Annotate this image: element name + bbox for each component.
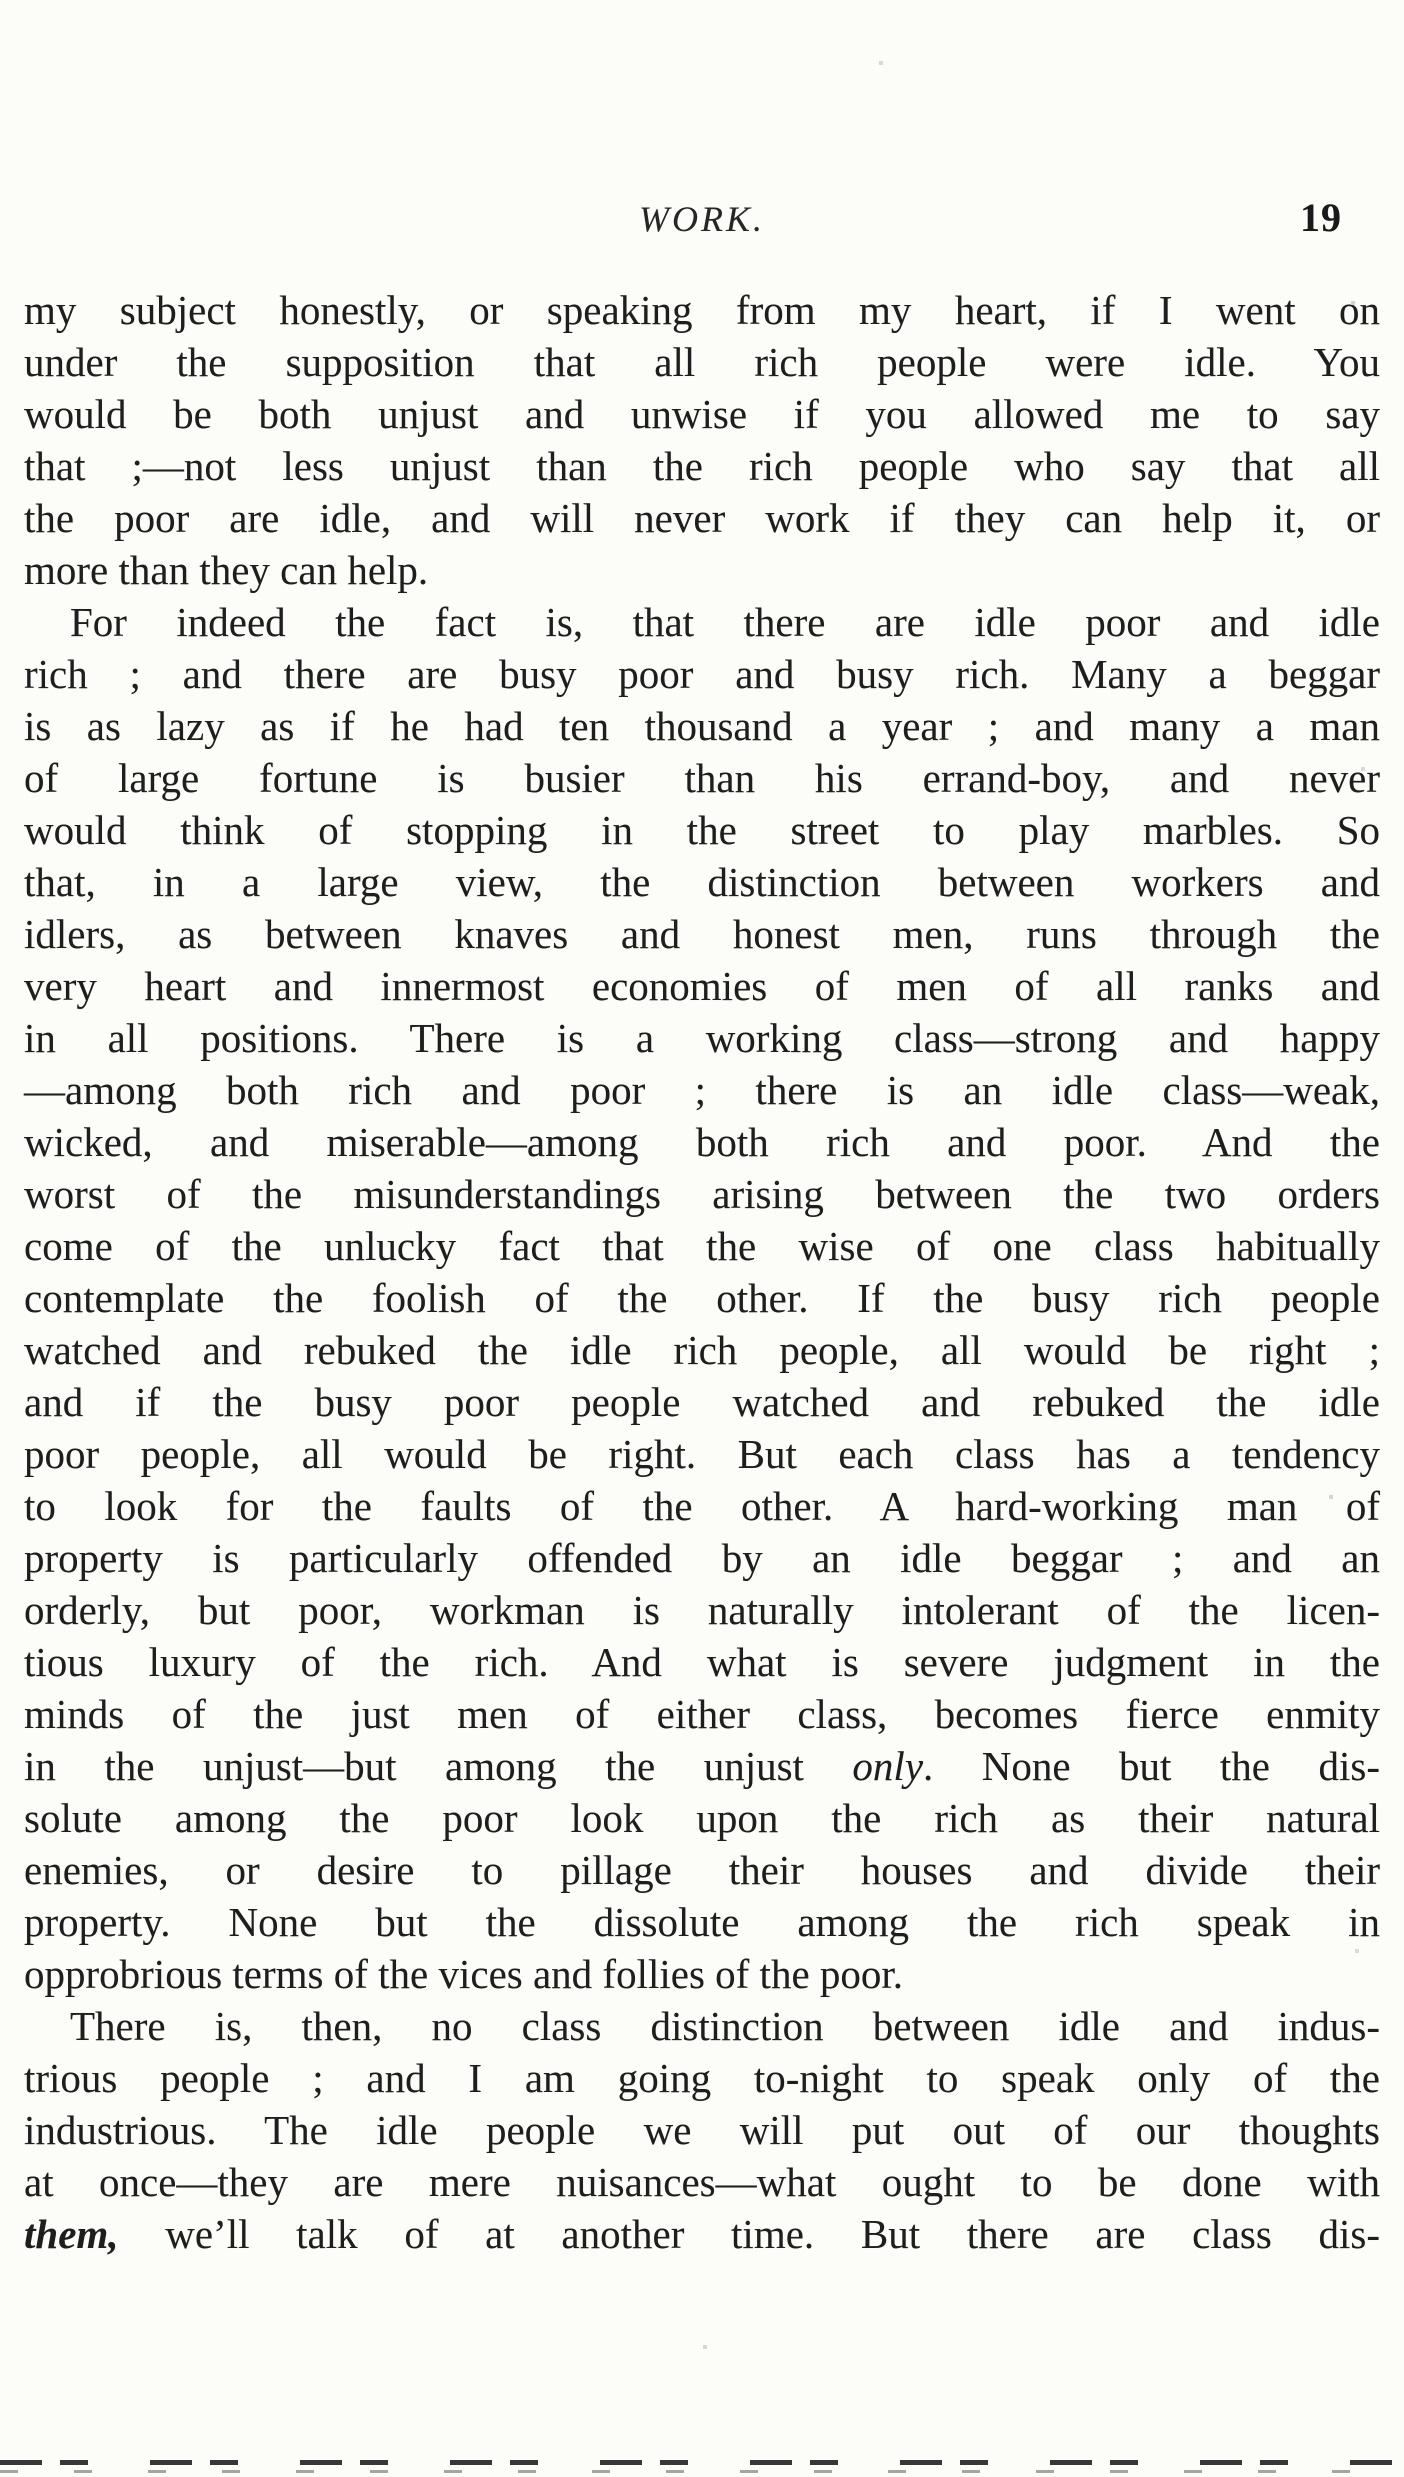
text-line (24, 544, 1380, 596)
text-line (24, 1168, 1380, 1220)
text-line (24, 2104, 1380, 2156)
text-segment: that ;—not less unjust than the rich people who say that all (24, 443, 1380, 489)
text-line (24, 1272, 1380, 1324)
text-segment: tious luxury of the rich. And what is severe judgment in the (24, 1639, 1380, 1685)
text-segment: of large fortune is busier than his errand-boy, and never (24, 755, 1380, 801)
paragraph (24, 2000, 1380, 2260)
text-line (24, 336, 1380, 388)
text-line (24, 1220, 1380, 1272)
text-segment: poor people, all would be right. But each class has a tendency (24, 1431, 1380, 1477)
running-title: WORK. (639, 199, 765, 239)
text-line (24, 1064, 1380, 1116)
text-line (24, 856, 1380, 908)
text-line (24, 1688, 1380, 1740)
text-line (24, 1636, 1380, 1688)
text-line (24, 1428, 1380, 1480)
text-segment: under the supposition that all rich people were idle. You (24, 339, 1380, 385)
text-segment: would think of stopping in the street to play marbles. So (24, 807, 1380, 853)
text-line (24, 2000, 1380, 2052)
text-line (24, 908, 1380, 960)
text-line (24, 596, 1380, 648)
text-segment: rich ; and there are busy poor and busy rich. Many a beggar (24, 651, 1380, 697)
text-line (24, 1584, 1380, 1636)
text-segment: idlers, as between knaves and honest men, runs through the (24, 911, 1380, 957)
text-segment: my subject honestly, or speaking from my heart, if I went on (24, 287, 1380, 333)
text-segment: worst of the misunderstandings arising between the two orders (24, 1171, 1380, 1217)
text-segment: in the unjust—but among the unjust (24, 1743, 853, 1789)
scan-speck-artifacts (0, 0, 2, 2)
text-segment: There is, then, no class distinction between idle and indus- (70, 2003, 1380, 2049)
text-line (24, 284, 1380, 336)
text-segment: . None but the dis- (923, 1743, 1380, 1789)
text-segment: contemplate the foolish of the other. If the busy rich people (24, 1275, 1380, 1321)
text-segment: orderly, but poor, workman is naturally intolerant of the licen- (24, 1587, 1380, 1633)
text-segment: opprobrious terms of the vices and follies of the poor. (24, 1951, 904, 1997)
text-segment: the poor are idle, and will never work if they can help it, or (24, 495, 1380, 541)
text-block (24, 284, 1380, 2260)
paragraph (24, 596, 1380, 2000)
text-segment: is as lazy as if he had ten thousand a year ; and many a man (24, 703, 1380, 749)
text-line (24, 1532, 1380, 1584)
text-line (24, 1792, 1380, 1844)
text-segment: that, in a large view, the distinction between workers and (24, 859, 1380, 905)
text-line (24, 492, 1380, 544)
text-line (24, 2208, 1380, 2260)
text-line (24, 700, 1380, 752)
text-segment: in all positions. There is a working class—strong and happy (24, 1015, 1380, 1061)
text-line (24, 960, 1380, 1012)
text-segment: property. None but the dissolute among the rich speak in (24, 1899, 1380, 1945)
text-segment: more than they can help. (24, 547, 429, 593)
text-line (24, 752, 1380, 804)
text-line (24, 1012, 1380, 1064)
text-line (24, 2052, 1380, 2104)
text-segment: we’ll talk of at another time. But there are class dis- (118, 2211, 1380, 2257)
page-header (26, 195, 1378, 252)
text-line (24, 1844, 1380, 1896)
text-segment: wicked, and miserable—among both rich and poor. And the (24, 1119, 1380, 1165)
text-segment: them, (24, 2211, 119, 2257)
text-line (24, 440, 1380, 492)
text-line (24, 1324, 1380, 1376)
text-line (24, 1948, 1380, 2000)
text-segment: and if the busy poor people watched and rebuked the idle (24, 1379, 1380, 1425)
page-number: 19 (1300, 195, 1342, 240)
text-line (24, 1740, 1380, 1792)
text-line (24, 1376, 1380, 1428)
text-line (24, 388, 1380, 440)
text-segment: to look for the faults of the other. A hard-working man of (24, 1483, 1380, 1529)
text-segment: only (852, 1743, 924, 1789)
text-segment: —among both rich and poor ; there is an idle class—weak, (24, 1067, 1380, 1113)
text-segment: For indeed the fact is, that there are idle poor and idle (70, 599, 1380, 645)
text-segment: solute among the poor look upon the rich as their natural (24, 1795, 1380, 1841)
text-segment: minds of the just men of either class, becomes fierce enmity (24, 1691, 1380, 1737)
text-line (24, 648, 1380, 700)
scan-edge-dash-line-2 (0, 2470, 1404, 2473)
text-segment: trious people ; and I am going to-night to speak only of the (24, 2055, 1380, 2101)
scan-edge-dash-line (0, 2460, 1404, 2465)
text-segment: property is particularly offended by an idle beggar ; and an (24, 1535, 1380, 1581)
text-line (24, 1480, 1380, 1532)
text-line (24, 1896, 1380, 1948)
text-line (24, 804, 1380, 856)
text-segment: enemies, or desire to pillage their houses and divide their (24, 1847, 1380, 1893)
paragraph (24, 284, 1380, 596)
text-line (24, 1116, 1380, 1168)
text-segment: watched and rebuked the idle rich people, all would be right ; (24, 1327, 1380, 1373)
text-segment: come of the unlucky fact that the wise of one class habitually (24, 1223, 1380, 1269)
text-segment: would be both unjust and unwise if you allowed me to say (24, 391, 1380, 437)
text-line (24, 2156, 1380, 2208)
text-segment: industrious. The idle people we will put out of our thoughts (24, 2107, 1380, 2153)
text-segment: at once—they are mere nuisances—what ought to be done with (24, 2159, 1380, 2205)
text-segment: very heart and innermost economies of men of all ranks and (24, 963, 1380, 1009)
